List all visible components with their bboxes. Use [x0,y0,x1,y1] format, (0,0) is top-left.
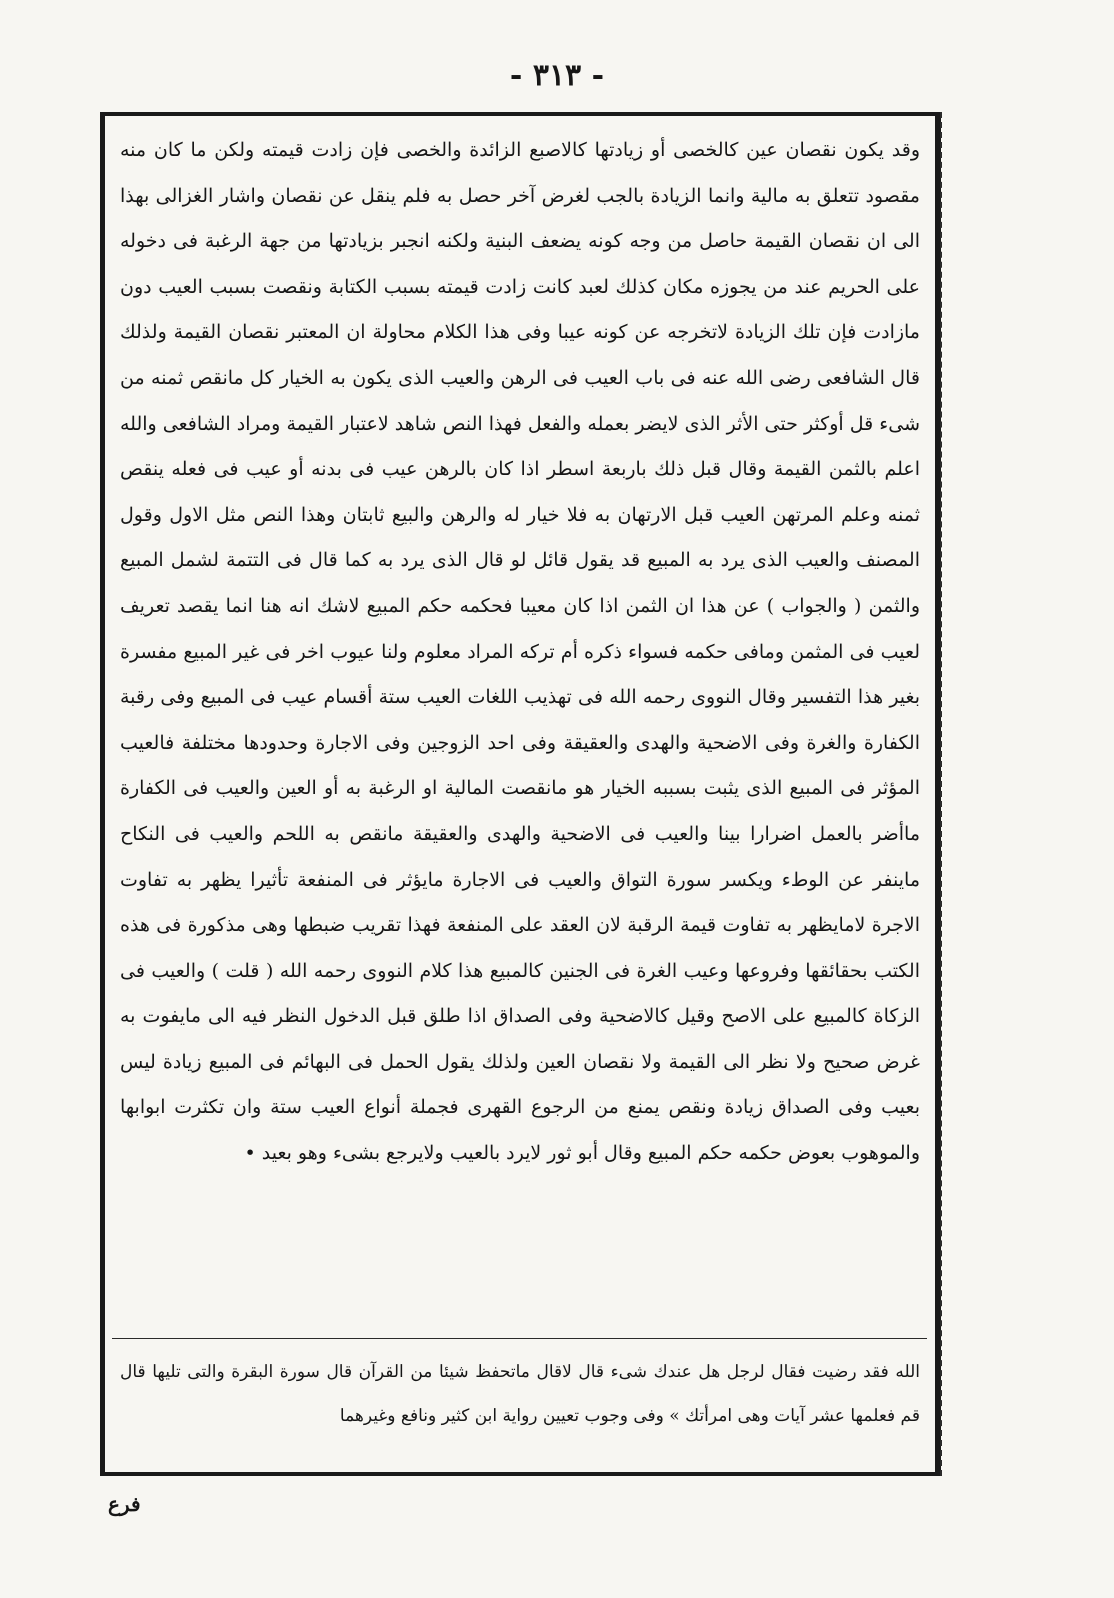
main-text-block [120,128,920,1177]
footnote-paragraph: الله فقد رضيت فقال لرجل هل عندك شىء قال لاقال ماتحفظ شيئا من القرآن قال سورة البقرة والتى تليها قال قم فعلمها عشر آيات وهى امرأتك » وفى وجوب تعيين رواية ابن كثير ونافع وغيرهما [120,1362,920,1426]
footnote-block [120,1350,920,1438]
catchword: فرع [108,1492,141,1516]
footnote-divider [112,1338,927,1339]
main-paragraph: وقد يكون نقصان عين كالخصى أو زيادتها كالاصبع الزائدة والخصى فإن زادت قيمته ولكن ما كان منه مقصود تتعلق به مالية وانما الزيادة بالجب لغرض آخر حصل به فلم ينقل عن نقصان واشار الغزالى بهذا الى ان نقصان القيمة حاصل من وجه كونه يضعف البنية ولكنه انجبر بزيادتها من جهة الرغبة فى دخوله على الحريم عند من يجوزه مكان كذلك لعبد كانت زادت قيمته بسبب الكتابة ونقصت بسبب العيب دون مازادت فإن تلك الزيادة لاتخرجه عن كونه عيبا وفى هذا الكلام محاولة ان المعتبر نقصان القيمة ولذلك قال الشافعى رضى الله عنه فى باب العيب فى الرهن والعيب الذى يكون به الخيار كل مانقص ثمنه من شىء قل أوكثر حتى الأثر الذى لايضر بعمله والفعل فهذا النص شاهد لاعتبار القيمة ومراد الشافعى والله اعلم بالثمن القيمة وقال قبل ذلك باربعة اسطر اذا كان بالرهن عيب فى بدنه أو عيب فى فعله ينقص ثمنه وعلم المرتهن العيب قبل الارتهان به فلا خيار له والرهن والبيع ثابتان وهذا النص مثل الاول وقول المصنف والعيب الذى يرد به المبيع قد يقول قائل لو قال الذى يرد به كما قال فى التتمة لشمل المبيع والثمن ( والجواب ) عن هذا ان الثمن اذا كان معيبا فحكمه حكم المبيع لاشك انه هنا انما يقصد تعريف لعيب فى المثمن ومافى حكمه فسواء ذكره أم تركه المراد معلوم ولنا عيوب اخر فى غير المبيع مفسرة بغير هذا التفسير وقال النووى رحمه الله فى تهذيب اللغات العيب ستة أقسام عيب فى المبيع وفى رقبة الكفارة والغرة وفى الاضحية والهدى والعقيقة وفى احد الزوجين وفى الاجارة وحدودها مختلفة فالعيب المؤثر فى المبيع الذى يثبت بسببه الخيار هو مانقصت المالية او الرغبة به أو العين والعيب فى الكفارة ماأضر بالعمل اضرارا بينا والعيب فى الاضحية والهدى والعقيقة مانقص به اللحم والعيب فى النكاح ماينفر عن الوطء ويكسر سورة التواق والعيب فى الاجارة مايؤثر فى المنفعة تأثيرا يظهر به تفاوت الاجرة لامايظهر به تفاوت قيمة الرقبة لان العقد على المنفعة فهذا تقريب ضبطها وهى مذكورة فى هذه الكتب بحقائقها وفروعها وعيب الغرة فى الجنين كالمبيع هذا كلام النووى رحمه الله ( قلت ) والعيب فى الزكاة كالمبيع على الاصح وقيل كالاضحية وفى الصداق اذا طلق قبل الدخول النظر فيه الى مايفوت به غرض صحيح ولا نظر الى القيمة ولا نقصان العين ولذلك يقول الحمل فى البهائم فى المبيع زيادة ليس بعيب وفى الصداق زيادة ونقص يمنع من الرجوع القهرى فجملة أنواع العيب ستة وان تكثرت ابوابها والموهوب بعوض حكمه حكم المبيع وقال أبو ثور لايرد بالعيب ولايرجع بشىء وهو بعيد • [120,139,920,1165]
page-number: - ٣١٣ - [509,58,605,93]
